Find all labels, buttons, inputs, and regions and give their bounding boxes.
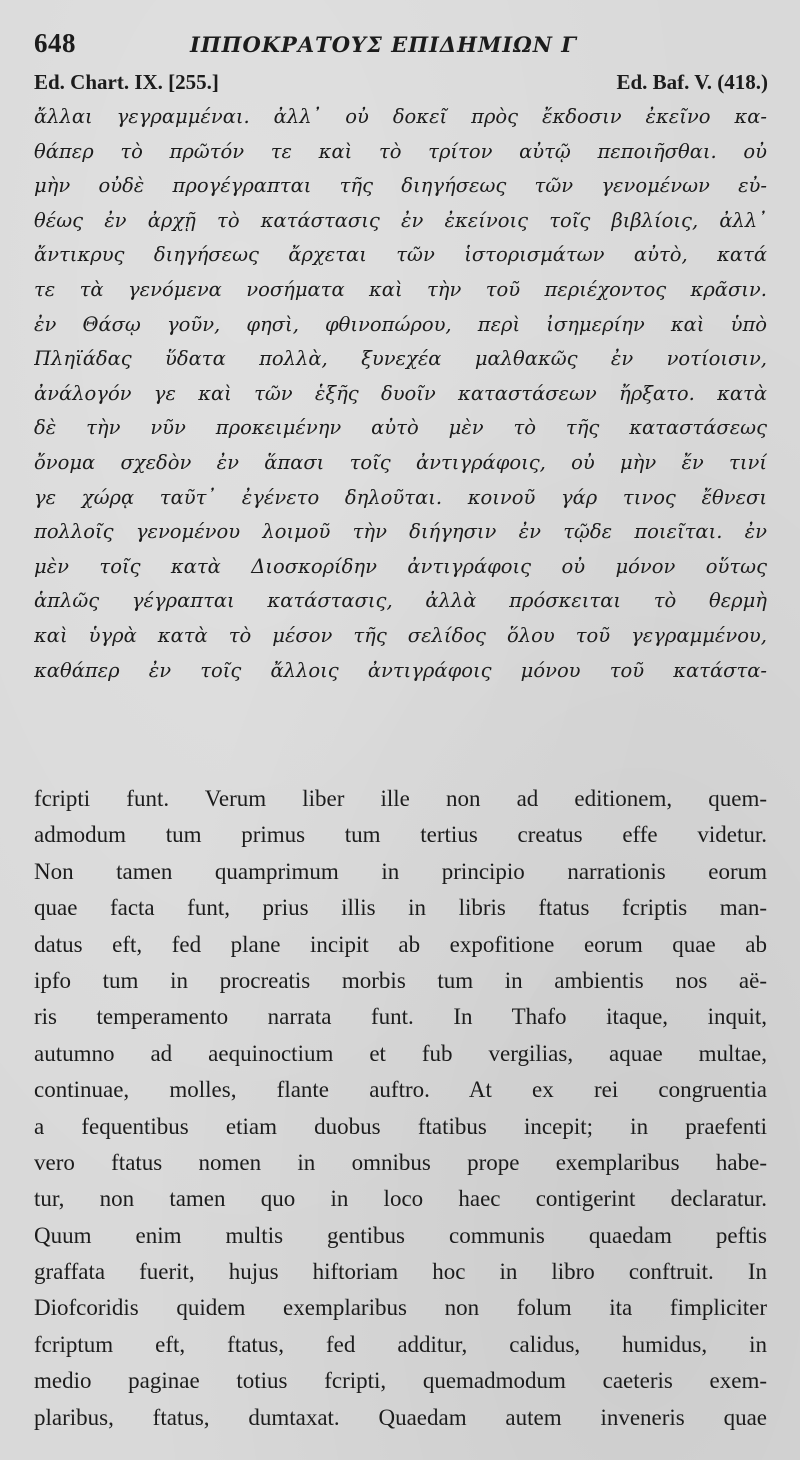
latin-line: fcripti funt. Verum liber ille non ad editionem, quem- <box>34 786 767 811</box>
latin-line: autumno ad aequinoctium et fub vergilias, aquae multae, <box>34 1040 767 1066</box>
edition-basel-reference: Ed. Baf. V. (418.) <box>616 70 768 94</box>
latin-line: medio paginae totius fcripti, quemadmodum caeteris exem- <box>34 1368 767 1394</box>
greek-line: πολλοῖς γενομένου λοιμοῦ τὴν διήγησιν ἐν τῷδε ποιεῖται. ἐν <box>34 520 767 544</box>
greek-line: μὲν τοῖς κατὰ Διοσκορίδην ἀντιγράφοις οὐ μόνον οὕτως <box>34 554 767 578</box>
greek-line: μὴν οὐδὲ προγέγραπται τῆς διηγήσεως τῶν γενομένων εὐ- <box>34 174 767 198</box>
greek-line: ἄλλαι γεγραμμέναι. ἀλλ᾽ οὐ δοκεῖ πρὸς ἔκδοσιν ἐκεῖνο κα- <box>34 105 767 128</box>
page-number: 648 <box>34 28 76 58</box>
latin-line: continuae, molles, flante auftro. At ex rei congruentia <box>34 1077 767 1103</box>
latin-text-block <box>34 781 767 1436</box>
latin-line: graffata fuerit, hujus hiftoriam hoc in libro conftruit. In <box>34 1259 767 1285</box>
greek-line: καὶ ὑγρὰ κατὰ τὸ μέσον τῆς σελίδος ὅλου τοῦ γεγραμμένου, <box>34 623 767 647</box>
greek-line: γε χώρᾳ ταῦτ᾽ ἐγένετο δηλοῦται. κοινοῦ γάρ τινος ἔθνεσι <box>34 485 767 509</box>
greek-line: καθάπερ ἐν τοῖς ἄλλοις ἀντιγράφοις μόνου τοῦ κατάστα- <box>34 658 767 682</box>
latin-line: quae facta funt, prius illis in libris ftatus fcriptis man- <box>34 895 767 921</box>
greek-line: ἀνάλογόν γε καὶ τῶν ἑξῆς δυοῖν καταστάσεων ἤρξατο. κατὰ <box>34 381 767 405</box>
latin-line: ipfo tum in procreatis morbis tum in ambientis nos aë- <box>34 967 767 993</box>
latin-line: a fequentibus etiam duobus ftatibus incepit; in praefenti <box>34 1113 767 1139</box>
latin-line: Non tamen quamprimum in principio narrationis eorum <box>34 858 767 884</box>
greek-line: θάπερ τὸ πρῶτόν τε καὶ τὸ τρίτον αὐτῷ πεποιῆσθαι. οὐ <box>34 139 767 163</box>
greek-line: ἁπλῶς γέγραπται κατάστασις, ἀλλὰ πρόσκειται τὸ θερμὴ <box>34 589 767 613</box>
latin-line: fcriptum eft, ftatus, fed additur, calidus, humidus, in <box>34 1331 767 1357</box>
latin-line: tur, non tamen quo in loco haec contigerint declaratur. <box>34 1186 767 1212</box>
latin-line: Diofcoridis quidem exemplaribus non folum ita fimpliciter <box>34 1295 767 1321</box>
page-header <box>34 28 774 64</box>
latin-line: ris temperamento narrata funt. In Thafo itaque, inquit, <box>34 1004 767 1030</box>
greek-text-block <box>34 100 767 688</box>
greek-line: δὲ τὴν νῦν προκειμένην αὐτὸ μὲν τὸ τῆς καταστάσεως <box>34 416 767 440</box>
greek-line: ὄνομα σχεδὸν ἐν ἅπασι τοῖς ἀντιγράφοις, οὐ μὴν ἔν τινί <box>34 450 767 474</box>
edition-reference-line <box>34 70 768 100</box>
greek-line: τε τὰ γενόμενα νοσήματα καὶ τὴν τοῦ περιέχοντος κρᾶσιν. <box>34 277 767 301</box>
latin-line: plaribus, ftatus, dumtaxat. Quaedam autem inveneris quae <box>34 1404 767 1430</box>
running-title: ΙΠΠΟΚΡΑΤΟΥΣ ΕΠΙΔΗΜΙΩΝ Γ <box>190 32 578 57</box>
edition-chartier-reference: Ed. Chart. IX. [255.] <box>34 70 219 94</box>
greek-line: ἐν Θάσῳ γοῦν, φησὶ, φθινοπώρου, περὶ ἰσημερίην καὶ ὑπὸ <box>34 312 767 336</box>
latin-line: admodum tum primus tum tertius creatus effe videtur. <box>34 822 767 848</box>
greek-line: Πληϊάδας ὕδατα πολλὰ, ξυνεχέα μαλθακῶς ἐν νοτίοισιν, <box>34 347 767 371</box>
latin-line: vero ftatus nomen in omnibus prope exemplaribus habe- <box>34 1149 767 1175</box>
greek-line: θέως ἐν ἀρχῇ τὸ κατάστασις ἐν ἐκείνοις τοῖς βιβλίοις, ἀλλ᾽ <box>34 208 767 232</box>
latin-line: datus eft, fed plane incipit ab expofitione eorum quae ab <box>34 931 767 957</box>
greek-line: ἄντικρυς διηγήσεως ἄρχεται τῶν ἱστορισμάτων αὐτὸ, κατά <box>34 243 767 267</box>
latin-line: Quum enim multis gentibus communis quaedam peftis <box>34 1222 767 1248</box>
